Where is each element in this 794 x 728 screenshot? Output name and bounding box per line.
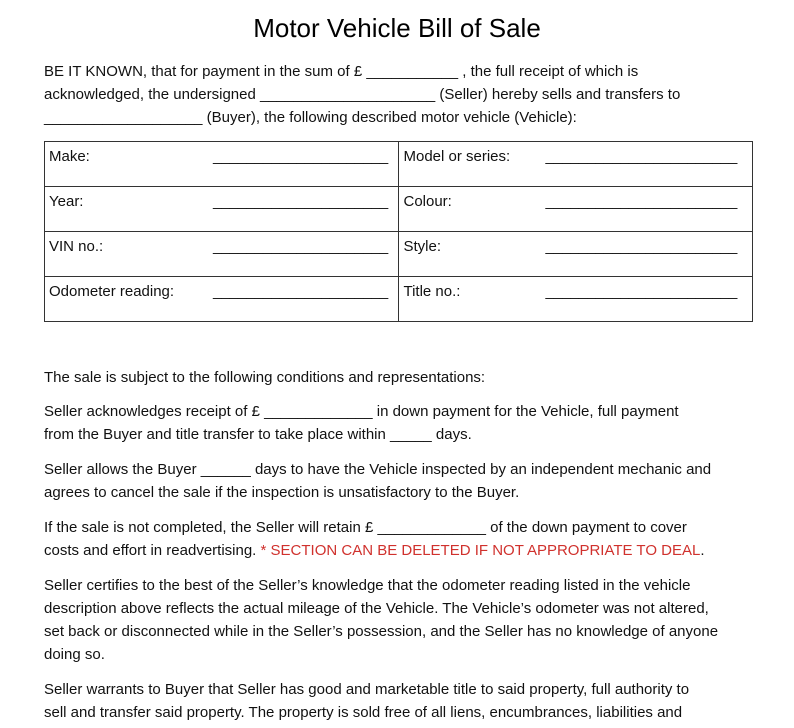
table-row: [45, 142, 753, 187]
vin-cell: [45, 232, 399, 277]
not-completed-line-2-end: .: [700, 542, 705, 559]
year-cell: [45, 187, 399, 232]
intro-paragraph: [44, 60, 764, 129]
style-blank-field[interactable]: _______________________: [545, 238, 738, 255]
vin-blank-field[interactable]: _____________________: [213, 238, 389, 255]
title-no-cell: [399, 277, 753, 322]
table-row: [45, 232, 753, 277]
deletable-section-note: * SECTION CAN BE DELETED IF NOT APPROPRIATE TO DEAL: [260, 542, 701, 559]
odometer-line-2: description above reflects the actual mileage of the Vehicle. The Vehicle’s odometer was not altered,: [44, 600, 709, 617]
model-blank-field[interactable]: _______________________: [545, 148, 738, 165]
title-warranty-paragraph: [44, 678, 764, 724]
not-completed-line-1: If the sale is not completed, the Seller will retain £ _____________ of the down payment to cover: [44, 519, 687, 536]
intro-line-3: ___________________ (Buyer), the following described motor vehicle (Vehicle):: [44, 109, 577, 126]
title-no-label: Title no.:: [403, 283, 461, 300]
title-no-blank-field[interactable]: _______________________: [545, 283, 738, 300]
inspection-line-2: agrees to cancel the sale if the inspection is unsatisfactory to the Buyer.: [44, 484, 520, 501]
colour-blank-field[interactable]: _______________________: [545, 193, 738, 210]
odometer-blank-field[interactable]: _____________________: [213, 283, 389, 300]
down-payment-paragraph: [44, 400, 764, 446]
down-payment-line-2: from the Buyer and title transfer to take place within _____ days.: [44, 426, 472, 443]
vin-label: VIN no.:: [49, 238, 104, 255]
vehicle-details-table: [44, 141, 753, 322]
odometer-line-4: doing so.: [44, 646, 105, 663]
year-label: Year:: [49, 193, 84, 210]
style-label: Style:: [403, 238, 441, 255]
odometer-label: Odometer reading:: [49, 283, 175, 300]
not-completed-line-2: [44, 539, 764, 562]
style-cell: [399, 232, 753, 277]
make-label: Make:: [49, 148, 90, 165]
odometer-line-3: set back or disconnected while in the Seller’s possession, and the Seller has no knowledge of anyone: [44, 623, 719, 640]
odometer-cell: [45, 277, 399, 322]
conditions-heading-text: The sale is subject to the following conditions and representations:: [44, 369, 486, 386]
title-warranty-line-2: sell and transfer said property. The property is sold free of all liens, encumbrances, liabilities and: [44, 704, 683, 721]
not-completed-paragraph: [44, 516, 764, 562]
title-warranty-line-1: Seller warrants to Buyer that Seller has good and marketable title to said property, full authority to: [44, 681, 690, 698]
table-row: [45, 187, 753, 232]
conditions-heading: [44, 366, 764, 389]
table-row: [45, 277, 753, 322]
down-payment-line-1: Seller acknowledges receipt of £ _____________ in down payment for the Vehicle, full payment: [44, 403, 679, 420]
colour-label: Colour:: [403, 193, 452, 210]
odometer-line-1: Seller certifies to the best of the Seller’s knowledge that the odometer reading listed in the vehicle: [44, 577, 691, 594]
inspection-paragraph: [44, 458, 764, 504]
document-title: Motor Vehicle Bill of Sale: [253, 13, 541, 43]
odometer-paragraph: [44, 574, 764, 666]
make-cell: [45, 142, 399, 187]
year-blank-field[interactable]: _____________________: [213, 193, 389, 210]
inspection-line-1: Seller allows the Buyer ______ days to have the Vehicle inspected by an independent mechanic and: [44, 461, 712, 478]
model-label: Model or series:: [403, 148, 511, 165]
colour-cell: [399, 187, 753, 232]
not-completed-line-2-text: costs and effort in readvertising.: [44, 542, 261, 559]
intro-line-2: acknowledged, the undersigned _____________________ (Seller) hereby sells and transfers to: [44, 86, 681, 103]
model-cell: [399, 142, 753, 187]
intro-line-1: BE IT KNOWN, that for payment in the sum of £ ___________ , the full receipt of which is: [44, 63, 639, 80]
make-blank-field[interactable]: _____________________: [213, 148, 389, 165]
